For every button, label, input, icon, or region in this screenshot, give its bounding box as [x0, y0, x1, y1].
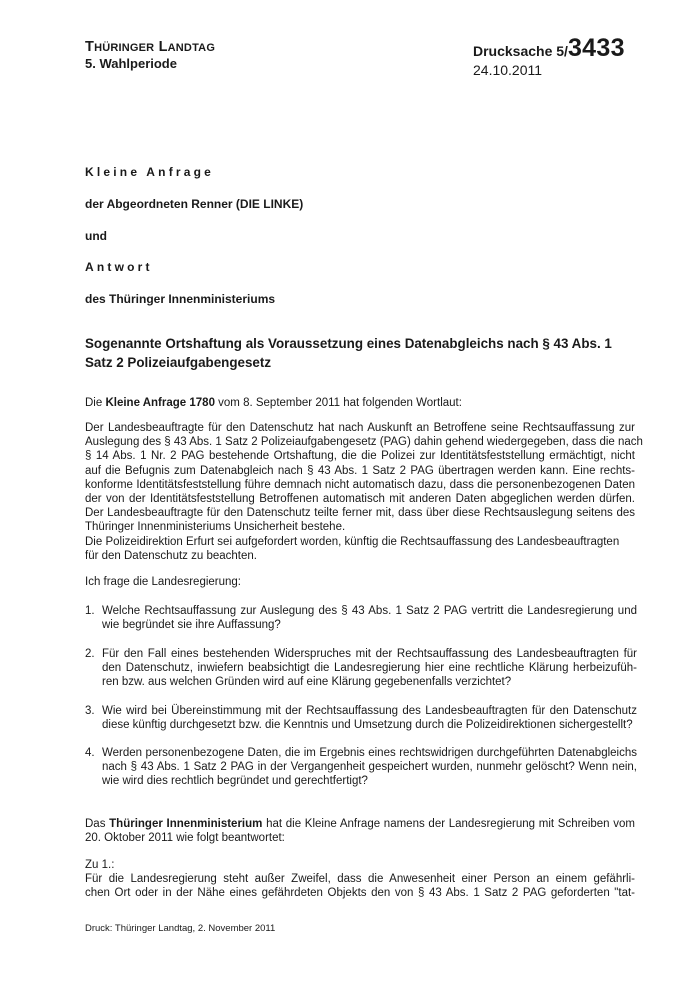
question-item: [85, 704, 635, 734]
answer-label: Zu 1.:: [85, 859, 115, 871]
body-line: Auslegung des § 43 Abs. 1 Satz 2 Polizeiaufgabengesetz (PAG) dahin gehend wiedergegeben, dass die nach: [85, 436, 643, 449]
question-line: den Datenschutz, inwiefern beabsichtigt die Landesregierung hier eine rechtliche Klärung herbeizufüh-: [102, 662, 637, 675]
body-line: Der Landesbeauftragte für den Datenschutz hat nach Auskunft an Betroffene seine Rechtsauffassung zur: [85, 422, 635, 434]
question-line: Werden personenbezogene Daten, die im Ergebnis eines rechtswidrigen durchgeführten Datenabgleichs: [102, 747, 637, 759]
ask-line: Ich frage die Landesregierung:: [85, 576, 241, 588]
body-line: Die Polizeidirektion Erfurt sei aufgefordert worden, künftig die Rechtsauffassung des Landesbeauftragten: [85, 535, 620, 548]
question-line: Wie wird bei Übereinstimmung mit der Rechtsauffassung des Landesbeauftragten für den Datenschutz: [102, 705, 637, 717]
answer-intro: [85, 817, 635, 845]
title-line: Sogenannte Ortshaftung als Voraussetzung eines Datenabgleichs nach § 43 Abs. 1: [85, 336, 612, 351]
doc-type-kleine-anfrage: Kleine Anfrage: [85, 165, 215, 179]
body-line: der von der Identitätsfeststellung Betroffenen automatisch mit anderen Daten abgeglichen werden dürfen.: [85, 493, 635, 506]
drucksache-number: Drucksache 5/3433: [473, 34, 625, 62]
election-period: 5. Wahlperiode: [85, 56, 177, 71]
question-line: Welche Rechtsauffassung zur Auslegung des § 43 Abs. 1 Satz 2 PAG vertritt die Landesregierung und: [102, 605, 637, 617]
answer-line: Für die Landesregierung steht außer Zweifel, dass die Anwesenheit einer Person an einem gefährli-: [85, 873, 635, 886]
ministry-line: des Thüringer Innenministeriums: [85, 292, 276, 306]
question-item: [85, 604, 635, 634]
answer-line: chen Ort oder in der Nähe eines gefährdeten Objekts den von § 43 Abs. 1 Satz 2 PAG geforderten "tat-: [85, 887, 635, 900]
question-line: wie begründet sie ihre Auffassung?: [102, 619, 281, 632]
question-number: 1.: [85, 605, 95, 617]
title-line: Satz 2 Polizeiaufgabengesetz: [85, 355, 272, 370]
question-item: [85, 746, 635, 790]
document-title: [85, 334, 645, 372]
print-footer: Druck: Thüringer Landtag, 2. November 2011: [85, 923, 276, 934]
body-line: § 14 Abs. 1 Nr. 2 PAG bestehende Ortshaftung, die die Polizei zur Identitätsfeststellung ermächtigt, nicht: [85, 450, 635, 463]
answer-1: [85, 858, 635, 901]
parliament-name: THÜRINGER LANDTAG: [85, 39, 216, 55]
question-item: [85, 647, 635, 691]
question-line: wie wird dies rechtlich begründet und gerechtfertigt?: [102, 775, 368, 788]
answer-intro-line: Das Thüringer Innenministerium hat die Kleine Anfrage namens der Landesregierung mit Schreiben vom: [85, 818, 635, 830]
body-line: Thüringer Innenministeriums Unsicherheit bestehe.: [85, 521, 346, 534]
und-line: und: [85, 229, 107, 243]
question-number: 3.: [85, 705, 95, 717]
question-number: 4.: [85, 747, 95, 759]
answer-intro-line: 20. Oktober 2011 wie folgt beantwortet:: [85, 832, 285, 845]
question-line: Für den Fall eines bestehenden Widerspruches mit der Rechtsauffassung des Landesbeauftragten für: [102, 648, 637, 660]
body-line: konforme Identitätsfeststellung führe demnach nicht automatisch dazu, dass die personenbezogenen Daten: [85, 478, 635, 491]
question-line: nach § 43 Abs. 1 Satz 2 PAG in der Vergangenheit gespeichert wurden, nunmehr gelöscht? Wenn nein,: [102, 761, 637, 774]
question-number: 2.: [85, 648, 95, 660]
question-line: diese künftig durchgesetzt bzw. die Kenntnis und Umsetzung durch die Polizeidirektionen sichergestellt?: [102, 719, 633, 732]
question-body: [85, 421, 643, 563]
body-line: Der Landesbeauftragte für den Datenschutz teilte ferner mit, dass über diese Rechtsauslegung seitens des: [85, 507, 635, 520]
document-date: 24.10.2011: [473, 62, 543, 78]
doc-type-antwort: Antwort: [85, 260, 153, 274]
intro-paragraph: Die Kleine Anfrage 1780 vom 8. September 2011 hat folgenden Wortlaut:: [85, 397, 462, 409]
question-line: ren bzw. aus welchen Gründen wird auf eine Klärung gegebenenfalls verzichtet?: [102, 676, 512, 689]
author-line: der Abgeordneten Renner (DIE LINKE): [85, 197, 304, 211]
body-line: auf die Befugnis zum Datenabgleich nach § 43 Abs. 1 Satz 2 PAG übertragen werden kann. Eine rechts-: [85, 464, 635, 477]
body-line: für den Datenschutz zu beachten.: [85, 549, 257, 562]
